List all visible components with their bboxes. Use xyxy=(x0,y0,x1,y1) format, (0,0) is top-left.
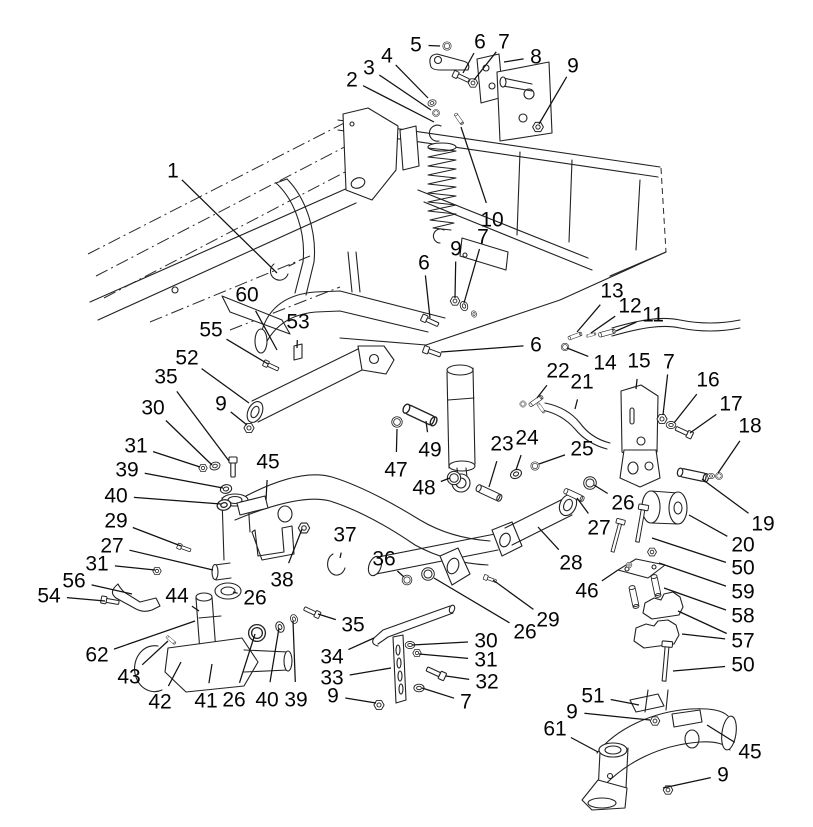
callout-4: 4 xyxy=(381,44,393,68)
callout-47: 47 xyxy=(384,458,408,482)
leader-line-50 xyxy=(673,667,725,672)
callout-50: 50 xyxy=(731,653,755,677)
callout-21: 21 xyxy=(570,370,594,394)
leader-line-6 xyxy=(441,346,524,352)
clamp-stack xyxy=(608,504,683,712)
leader-line-50 xyxy=(652,538,726,562)
leader-line-43 xyxy=(142,641,168,665)
leader-line-9 xyxy=(345,698,376,703)
callout-11: 11 xyxy=(642,303,664,327)
spring xyxy=(428,125,456,243)
callout-45: 45 xyxy=(256,450,280,474)
leader-line-25 xyxy=(539,455,565,464)
callout-25: 25 xyxy=(570,437,594,461)
callout-39: 39 xyxy=(284,688,308,712)
leader-line-1 xyxy=(182,180,277,273)
callout-10: 10 xyxy=(480,208,504,232)
callout-2: 2 xyxy=(346,68,358,92)
leader-line-44 xyxy=(192,606,199,611)
leader-line-47 xyxy=(396,429,397,452)
callout-59: 59 xyxy=(731,580,755,604)
callout-26: 26 xyxy=(243,586,267,610)
callout-40: 40 xyxy=(255,688,279,712)
leader-line-7 xyxy=(422,688,454,698)
callout-3: 3 xyxy=(363,56,375,80)
leader-line-9 xyxy=(663,778,711,788)
callout-27: 27 xyxy=(587,516,611,540)
caster-fork xyxy=(582,743,628,810)
leader-line-18 xyxy=(718,441,740,473)
callout-41: 41 xyxy=(194,689,218,713)
callout-6: 6 xyxy=(418,251,430,275)
callout-43: 43 xyxy=(117,665,141,689)
leader-line-39 xyxy=(145,473,223,488)
callout-31: 31 xyxy=(124,434,148,458)
leader-line-59 xyxy=(659,563,726,586)
leader-line-9 xyxy=(455,262,456,299)
callout-39: 39 xyxy=(115,458,139,482)
callout-50: 50 xyxy=(731,556,755,580)
leader-line-34 xyxy=(348,638,374,650)
callout-36: 36 xyxy=(372,547,396,571)
leader-line-31 xyxy=(115,566,155,570)
callout-5: 5 xyxy=(410,33,422,57)
callout-49: 49 xyxy=(418,438,442,462)
phantom-frame-rails xyxy=(88,120,368,334)
leader-line-16 xyxy=(674,394,697,423)
callout-27: 27 xyxy=(100,534,124,558)
leader-line-27 xyxy=(130,550,214,570)
leader-line-23 xyxy=(489,461,497,487)
callout-7: 7 xyxy=(498,30,510,54)
leader-line-37 xyxy=(340,553,341,558)
callout-23: 23 xyxy=(490,432,514,456)
callout-12: 12 xyxy=(618,294,642,318)
leader-line-4 xyxy=(396,65,428,98)
leader-line-57 xyxy=(682,634,725,639)
callout-58: 58 xyxy=(731,604,755,628)
callout-19: 19 xyxy=(751,512,775,536)
callout-9: 9 xyxy=(566,700,578,724)
leader-line-40 xyxy=(134,497,221,504)
callout-30: 30 xyxy=(474,629,498,653)
leader-line-29 xyxy=(493,580,533,609)
callout-22: 22 xyxy=(546,359,570,383)
adjuster-strap xyxy=(393,635,406,703)
callout-38: 38 xyxy=(270,568,294,592)
leader-line-57 xyxy=(678,611,727,634)
frame-bracket-left xyxy=(343,108,419,200)
callout-28: 28 xyxy=(559,551,583,575)
callout-37: 37 xyxy=(333,523,357,547)
callout-8: 8 xyxy=(530,45,542,69)
leader-line-61 xyxy=(571,738,598,753)
callout-20: 20 xyxy=(731,533,755,557)
leader-line-45 xyxy=(266,480,267,500)
callout-6: 6 xyxy=(530,333,542,357)
leader-line-9 xyxy=(584,713,650,720)
leader-line-27 xyxy=(577,498,588,514)
callout-31: 31 xyxy=(85,552,109,576)
callout-7: 7 xyxy=(663,350,675,374)
callout-18: 18 xyxy=(738,414,762,438)
leader-line-33 xyxy=(350,668,391,675)
leader-line-35 xyxy=(318,614,336,620)
leader-line-9 xyxy=(231,412,247,425)
leader-line-39 xyxy=(293,621,295,682)
callout-7: 7 xyxy=(477,225,489,249)
callout-62: 62 xyxy=(85,643,109,667)
leader-line-31 xyxy=(153,452,200,467)
leader-line-10 xyxy=(461,127,486,203)
leader-line-20 xyxy=(689,515,727,536)
leader-line-6 xyxy=(425,275,430,318)
leader-line-28 xyxy=(538,527,559,550)
leader-line-36 xyxy=(397,571,404,577)
callout-57: 57 xyxy=(731,629,755,653)
callout-54: 54 xyxy=(37,584,61,608)
callout-7: 7 xyxy=(460,690,472,714)
callout-9: 9 xyxy=(215,392,227,416)
callout-60: 60 xyxy=(235,283,259,307)
leader-line-5 xyxy=(429,46,441,47)
mount-bracket xyxy=(620,385,660,487)
leader-line-46 xyxy=(602,570,618,581)
callout-35: 35 xyxy=(341,613,365,637)
callout-46: 46 xyxy=(575,579,599,603)
callout-9: 9 xyxy=(327,684,339,708)
callout-34: 34 xyxy=(320,645,344,669)
belt-guide xyxy=(270,179,314,295)
leader-line-19 xyxy=(702,479,749,513)
leader-line-56 xyxy=(92,585,132,594)
callout-17: 17 xyxy=(719,392,743,416)
callout-42: 42 xyxy=(148,690,172,714)
leader-line-7 xyxy=(663,374,668,415)
callout-13: 13 xyxy=(600,279,624,303)
callout-52: 52 xyxy=(175,346,199,370)
callout-48: 48 xyxy=(412,476,436,500)
leader-line-24 xyxy=(516,455,521,470)
callout-14: 14 xyxy=(593,351,617,375)
callout-26: 26 xyxy=(222,688,246,712)
callout-9: 9 xyxy=(567,54,579,78)
callout-55: 55 xyxy=(199,318,223,342)
callout-35: 35 xyxy=(154,365,178,389)
callout-56: 56 xyxy=(62,569,86,593)
leader-line-26 xyxy=(594,485,608,494)
leader-line-32 xyxy=(446,676,469,679)
callout-31: 31 xyxy=(474,648,498,672)
callout-45: 45 xyxy=(738,740,762,764)
callout-9: 9 xyxy=(717,763,729,787)
leader-line-54 xyxy=(67,598,105,601)
callout-6: 6 xyxy=(474,30,486,54)
callout-51: 51 xyxy=(581,684,605,708)
callout-40: 40 xyxy=(104,484,128,508)
leader-line-29 xyxy=(133,528,181,547)
leader-line-8 xyxy=(504,59,524,62)
callout-16: 16 xyxy=(696,368,720,392)
callout-44: 44 xyxy=(165,584,189,608)
leader-line-31 xyxy=(419,654,468,658)
callout-30: 30 xyxy=(141,396,165,420)
callout-61: 61 xyxy=(543,717,567,741)
leader-line-14 xyxy=(567,348,588,356)
callout-33: 33 xyxy=(320,666,344,690)
leader-line-40 xyxy=(270,628,279,682)
callout-26: 26 xyxy=(611,491,635,515)
leader-line-62 xyxy=(114,621,195,649)
leader-line-17 xyxy=(690,414,716,433)
callout-29: 29 xyxy=(104,509,128,533)
leader-line-13 xyxy=(577,305,600,332)
leader-line-30 xyxy=(412,642,468,645)
leader-line-21 xyxy=(575,399,578,409)
callout-9: 9 xyxy=(450,237,462,261)
callout-15: 15 xyxy=(627,349,651,373)
callout-26: 26 xyxy=(513,620,537,644)
callout-32: 32 xyxy=(475,670,499,694)
callout-1: 1 xyxy=(167,159,179,183)
sway-bar xyxy=(373,604,456,646)
callout-29: 29 xyxy=(536,608,560,632)
pivot-tube xyxy=(244,346,394,425)
callout-53: 53 xyxy=(286,310,310,334)
callout-24: 24 xyxy=(515,426,539,450)
